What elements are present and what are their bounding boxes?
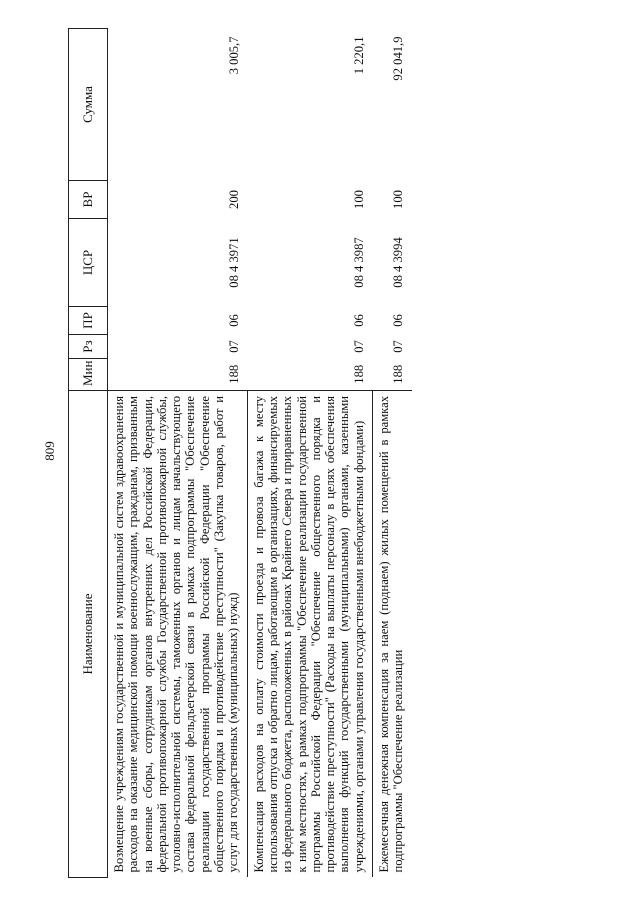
page-number: 809 xyxy=(42,441,57,461)
row-vr: 100 xyxy=(391,190,406,209)
row-rz: 07 xyxy=(226,340,241,353)
row-name: Ежемесячная денежная компенсация за наем (поднаем) жилых помещений в рамках подпрограммы "Обеспечение реализации xyxy=(373,391,412,878)
table-row xyxy=(373,29,412,878)
row-pr: 06 xyxy=(226,314,241,327)
row-csr: 08 4 3994 xyxy=(391,237,406,288)
row-rz: 07 xyxy=(352,340,367,353)
row-sum: 92 041,9 xyxy=(391,36,406,81)
header-name: Наименование xyxy=(69,391,108,878)
row-vr: 200 xyxy=(226,190,241,209)
row-csr: 08 4 3987 xyxy=(352,237,367,288)
table-header-row xyxy=(69,29,108,878)
row-name: Компенсация расходов на оплату стоимости проезда и провоза багажа к месту использования отпуска и обратно лицам, работающим в организациях, финансируемых из федерального бюджета, расположенных в районах Крайнего Севера и приравненных к ним местностях, в рамках подпрограммы "Обеспечение реализации государственной программы Российской Федерации "Обеспечение общественного порядка и противодействие преступности" (Расходы на выплаты персоналу в целях обеспечения выполнения функций государственными (муниципальными) органами, казенными учреждениями, органами управления государственными внебюджетными фондами) xyxy=(247,391,372,878)
header-min: Мин xyxy=(69,359,108,391)
row-sum: 1 220,1 xyxy=(352,36,367,75)
row-name: Возмещение учреждениям государственной и муниципальной систем здравоохранения расходов на оказание медицинской помощи военнослужащим, гражданам, призванным на военные сборы, сотрудникам органов внутренних дел Российской Федерации, федеральной противопожарной службы Государственной противопожарной службы, уголовно-исполнительной системы, таможенных органов и лицам начальствующего состава федеральной фельдъегерской связи в рамках подпрограммы "Обеспечение реализации государственной программы Российской Федерации "Обеспечение общественного порядка и противодействие преступности" (Закупка товаров, работ и услуг для государственных (муниципальных) нужд) xyxy=(108,391,248,878)
row-min: 188 xyxy=(226,364,241,384)
row-rz: 07 xyxy=(391,340,406,353)
budget-table xyxy=(68,28,412,878)
table-row xyxy=(247,29,372,878)
row-min: 188 xyxy=(352,364,367,384)
row-vr: 100 xyxy=(352,190,367,209)
budget-table-sheet xyxy=(68,28,608,878)
header-vr: ВР xyxy=(69,181,108,219)
header-sum: Сумма xyxy=(69,29,108,181)
row-pr: 06 xyxy=(391,314,406,327)
header-pr: ПР xyxy=(69,307,108,335)
row-min: 188 xyxy=(391,364,406,384)
header-csr: ЦСР xyxy=(69,219,108,307)
row-csr: 08 4 3971 xyxy=(226,237,241,288)
table-row xyxy=(108,29,248,878)
row-pr: 06 xyxy=(352,314,367,327)
header-rz: Рз xyxy=(69,335,108,359)
row-sum: 3 005,7 xyxy=(226,36,241,75)
